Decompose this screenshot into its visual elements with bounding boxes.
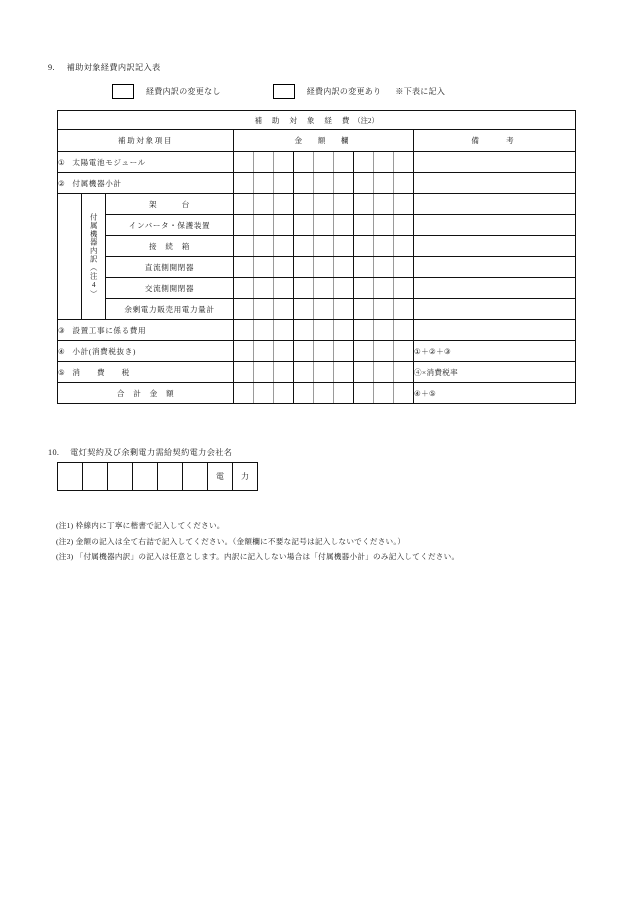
amount-cell[interactable] (254, 320, 274, 341)
table-row (58, 194, 576, 215)
subgroup-vertical-label (82, 194, 106, 320)
amount-cell[interactable] (314, 299, 334, 320)
remark-cell[interactable] (414, 215, 576, 236)
row-label: 太陽電池モジュール (72, 157, 146, 167)
checkbox-has-change[interactable] (273, 84, 295, 99)
amount-cell[interactable] (394, 320, 414, 341)
row-label-cell (58, 152, 234, 173)
amount-cell[interactable] (234, 362, 254, 383)
remark-cell[interactable] (414, 194, 576, 215)
section9-title-text: 補助対象経費内訳記入表 (66, 63, 161, 72)
amount-cell[interactable] (274, 278, 294, 299)
power-company-box[interactable] (133, 463, 158, 491)
amount-cell[interactable] (354, 362, 374, 383)
amount-cell[interactable] (294, 152, 314, 173)
checkbox-has-change-label: 経費内訳の変更あり (306, 87, 382, 96)
amount-cell[interactable] (394, 173, 414, 194)
amount-cell[interactable] (274, 236, 294, 257)
table-caption-text: 補 助 対 象 経 費 (254, 115, 354, 125)
amount-cell[interactable] (354, 152, 374, 173)
power-company-box-fixed: 力 (233, 463, 258, 491)
row-label: 架 台 (106, 194, 234, 215)
row-label: 接 続 箱 (106, 236, 234, 257)
amount-cell[interactable] (334, 194, 354, 215)
amount-cell[interactable] (294, 362, 314, 383)
table-row (58, 299, 576, 320)
amount-cell[interactable] (274, 194, 294, 215)
amount-cell[interactable] (354, 299, 374, 320)
amount-cell[interactable] (274, 341, 294, 362)
amount-cell[interactable] (354, 383, 374, 404)
amount-cell[interactable] (354, 194, 374, 215)
amount-cell[interactable] (254, 278, 274, 299)
subgroup-vertical-label-text: 付属機器内訳（注4） (89, 212, 99, 299)
amount-cell[interactable] (374, 299, 394, 320)
amount-cell[interactable] (394, 215, 414, 236)
amount-cell[interactable] (394, 152, 414, 173)
amount-cell[interactable] (374, 320, 394, 341)
table-row (58, 278, 576, 299)
amount-cell[interactable] (374, 278, 394, 299)
amount-cell[interactable] (334, 215, 354, 236)
note-3: (注3) 「付属機器内訳」の記入は任意とします。内訳に記入しない場合は「付属機器小計」のみ記入してください。 (56, 552, 460, 561)
amount-cell[interactable] (354, 278, 374, 299)
amount-cell[interactable] (314, 320, 334, 341)
header-item: 補助対象項目 (58, 130, 234, 152)
amount-cell[interactable] (374, 194, 394, 215)
table-row (58, 383, 576, 404)
amount-cell[interactable] (394, 383, 414, 404)
amount-cell[interactable] (254, 383, 274, 404)
amount-cell[interactable] (374, 173, 394, 194)
amount-cell[interactable] (394, 278, 414, 299)
amount-cell[interactable] (294, 341, 314, 362)
amount-cell[interactable] (334, 320, 354, 341)
amount-cell[interactable] (234, 173, 254, 194)
amount-cell[interactable] (334, 257, 354, 278)
table-row (58, 173, 576, 194)
amount-cell[interactable] (334, 341, 354, 362)
subgroup-indent (58, 194, 82, 320)
section9-title (48, 62, 161, 73)
amount-cell[interactable] (314, 278, 334, 299)
amount-cell[interactable] (334, 362, 354, 383)
amount-cell[interactable] (394, 236, 414, 257)
row-label: 設置工事に係る費用 (72, 325, 147, 335)
amount-cell[interactable] (294, 173, 314, 194)
amount-cell[interactable] (254, 257, 274, 278)
amount-cell[interactable] (234, 236, 254, 257)
amount-cell[interactable] (254, 236, 274, 257)
remark-cell[interactable] (414, 299, 576, 320)
amount-cell[interactable] (354, 236, 374, 257)
row-label: 余剰電力販売用電力量計 (106, 299, 234, 320)
row-label-cell (58, 362, 234, 383)
table-row (58, 341, 576, 362)
amount-cell[interactable] (234, 215, 254, 236)
row-label: 小計(消費税抜き) (72, 346, 137, 356)
table-row (58, 257, 576, 278)
amount-cell[interactable] (314, 341, 334, 362)
amount-cell[interactable] (334, 236, 354, 257)
amount-cell[interactable] (374, 341, 394, 362)
note-2: (注2) 金額の記入は全て右詰で記入してください。（金額欄に不要な記号は記入しないでください。） (56, 536, 406, 546)
amount-cell[interactable] (234, 320, 254, 341)
amount-cell[interactable] (334, 278, 354, 299)
table-caption-row (58, 111, 576, 130)
amount-cell[interactable] (394, 299, 414, 320)
remark-cell[interactable] (414, 236, 576, 257)
amount-cell[interactable] (254, 299, 274, 320)
remark-cell[interactable]: ①＋②＋③ (414, 341, 576, 362)
amount-cell[interactable] (374, 383, 394, 404)
amount-cell[interactable] (374, 215, 394, 236)
amount-cell[interactable] (274, 299, 294, 320)
amount-cell[interactable] (234, 152, 254, 173)
section10-number: 10. (48, 448, 60, 457)
amount-cell[interactable] (294, 278, 314, 299)
amount-cell[interactable] (234, 383, 254, 404)
amount-cell[interactable] (294, 194, 314, 215)
amount-cell[interactable] (374, 152, 394, 173)
table-row (58, 215, 576, 236)
note-1: (注1) 枠線内に丁寧に楷書で記入してください。 (56, 521, 225, 530)
amount-cell[interactable] (254, 362, 274, 383)
amount-cell[interactable] (334, 152, 354, 173)
remark-cell[interactable]: ④×消費税率 (414, 362, 576, 383)
amount-cell[interactable] (274, 362, 294, 383)
amount-cell[interactable] (394, 257, 414, 278)
table-caption (58, 111, 576, 130)
amount-cell[interactable] (314, 362, 334, 383)
remark-cell[interactable] (414, 152, 576, 173)
amount-cell[interactable] (274, 152, 294, 173)
subsidy-expense-table-wrap (57, 110, 575, 404)
power-company-box-fixed: 電 (208, 463, 233, 491)
remark-cell[interactable] (414, 173, 576, 194)
amount-cell[interactable] (374, 236, 394, 257)
row-label-cell (58, 173, 234, 194)
amount-cell[interactable] (314, 383, 334, 404)
amount-cell[interactable] (394, 362, 414, 383)
amount-cell[interactable] (354, 320, 374, 341)
table-row (58, 236, 576, 257)
header-amount: 金 額 欄 (234, 130, 414, 152)
amount-cell[interactable] (254, 194, 274, 215)
amount-cell[interactable] (314, 173, 334, 194)
power-company-box[interactable] (158, 463, 183, 491)
amount-cell[interactable] (254, 215, 274, 236)
row-number: ③ (58, 325, 66, 335)
amount-cell[interactable] (334, 383, 354, 404)
row-label: 付属機器小計 (72, 178, 122, 188)
table-row (58, 152, 576, 173)
row-label: 直流側開閉器 (106, 257, 234, 278)
total-label: 合 計 金 額 (58, 383, 234, 404)
row-number: ① (58, 157, 66, 167)
checkbox-has-change-note: ※下表に記入 (395, 87, 446, 96)
amount-cell[interactable] (314, 257, 334, 278)
amount-cell[interactable] (294, 215, 314, 236)
amount-cell[interactable] (274, 257, 294, 278)
row-label-cell (58, 341, 234, 362)
amount-cell[interactable] (314, 215, 334, 236)
amount-cell[interactable] (234, 194, 254, 215)
amount-cell[interactable] (314, 194, 334, 215)
power-company-box[interactable] (58, 463, 83, 491)
amount-cell[interactable] (394, 194, 414, 215)
amount-cell[interactable] (354, 257, 374, 278)
amount-cell[interactable] (234, 299, 254, 320)
amount-cell[interactable] (254, 152, 274, 173)
row-number: ④ (58, 346, 66, 356)
amount-cell[interactable] (374, 257, 394, 278)
remark-cell[interactable] (414, 278, 576, 299)
amount-cell[interactable] (314, 236, 334, 257)
power-company-name-boxes (57, 462, 258, 491)
amount-cell[interactable] (294, 236, 314, 257)
form-notes (56, 518, 459, 565)
row-label-cell (58, 320, 234, 341)
checkbox-no-change-label: 経費内訳の変更なし (146, 87, 221, 96)
row-label: 交流側開閉器 (106, 278, 234, 299)
amount-cell[interactable] (294, 383, 314, 404)
change-status-checkbox-row (112, 84, 445, 99)
amount-cell[interactable] (234, 278, 254, 299)
amount-cell[interactable] (294, 257, 314, 278)
subsidy-expense-table (57, 110, 576, 404)
amount-cell[interactable] (274, 383, 294, 404)
remark-cell[interactable] (414, 320, 576, 341)
amount-cell[interactable] (374, 362, 394, 383)
section9-number: 9. (48, 63, 55, 72)
remark-cell[interactable] (414, 257, 576, 278)
amount-cell[interactable] (394, 341, 414, 362)
table-row (58, 362, 576, 383)
power-company-box[interactable] (108, 463, 133, 491)
amount-cell[interactable] (354, 341, 374, 362)
table-header-row (58, 130, 576, 152)
amount-cell[interactable] (294, 320, 314, 341)
header-remarks: 備 考 (414, 130, 576, 152)
checkbox-no-change[interactable] (112, 84, 134, 99)
amount-cell[interactable] (274, 173, 294, 194)
amount-cell[interactable] (274, 320, 294, 341)
amount-cell[interactable] (334, 299, 354, 320)
row-number: ⑤ (58, 367, 66, 377)
remark-cell[interactable]: ④＋⑤ (414, 383, 576, 404)
amount-cell[interactable] (294, 299, 314, 320)
power-company-name-boxes-wrap (57, 462, 258, 491)
power-company-box[interactable] (183, 463, 208, 491)
amount-cell[interactable] (254, 341, 274, 362)
amount-cell[interactable] (354, 173, 374, 194)
section10-title (48, 447, 232, 458)
amount-cell[interactable] (334, 173, 354, 194)
power-company-box-row (58, 463, 258, 491)
row-label: インバータ・保護装置 (106, 215, 234, 236)
row-number: ② (58, 178, 66, 188)
amount-cell[interactable] (314, 152, 334, 173)
amount-cell[interactable] (274, 215, 294, 236)
section10-title-text: 電灯契約及び余剰電力需給契約電力会社名 (70, 448, 233, 457)
row-label: 消 費 税 (72, 367, 130, 377)
amount-cell[interactable] (254, 173, 274, 194)
amount-cell[interactable] (354, 215, 374, 236)
amount-cell[interactable] (234, 257, 254, 278)
table-caption-note: （注2） (353, 116, 379, 125)
table-row (58, 320, 576, 341)
amount-cell[interactable] (234, 341, 254, 362)
power-company-box[interactable] (83, 463, 108, 491)
